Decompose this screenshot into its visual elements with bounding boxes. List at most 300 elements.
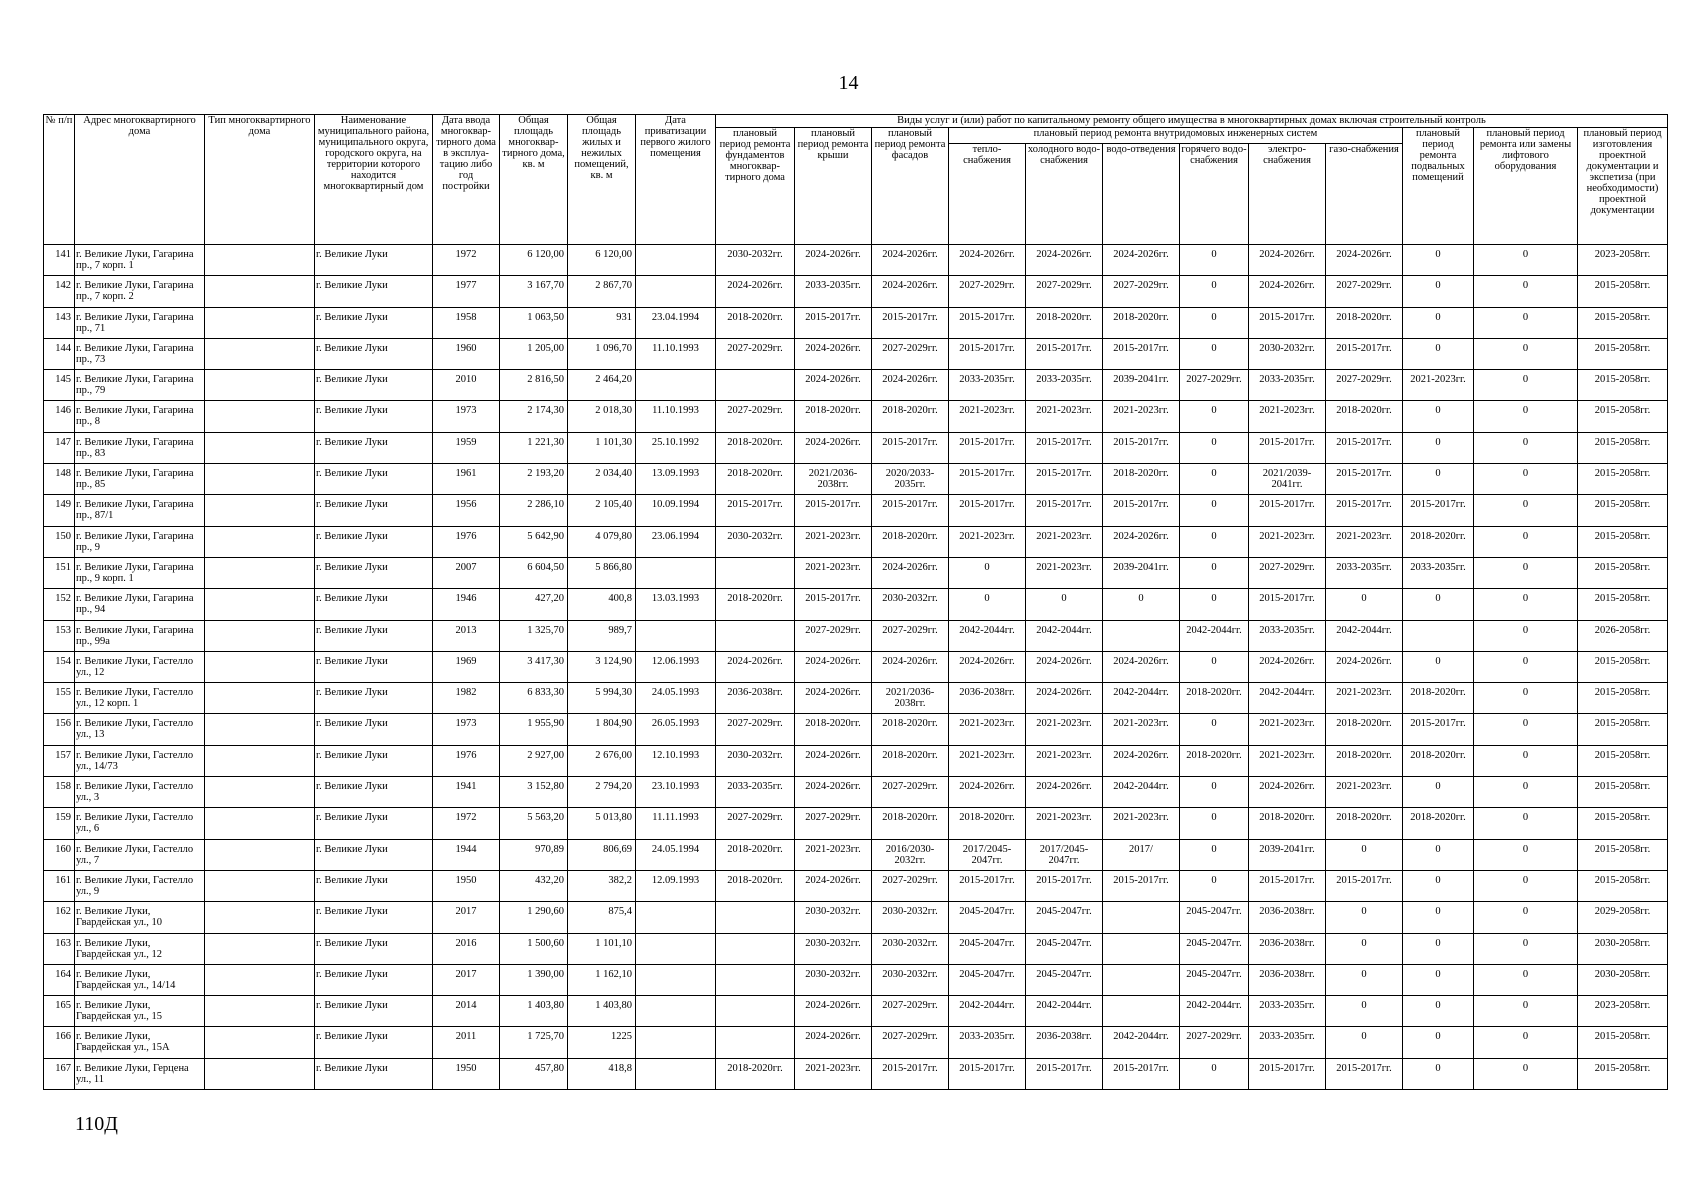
electricity-cell: 2030-2032гг. (1249, 338, 1326, 369)
electricity-cell: 2036-2038гг. (1249, 964, 1326, 995)
house-type-cell (205, 777, 315, 808)
header-elevator: плановый период ремонта или замены лифтового оборудования (1474, 128, 1578, 245)
basement-cell: 0 (1403, 902, 1474, 933)
cold-water-cell: 2021-2023гг. (1026, 401, 1103, 432)
header-design-docs: плановый период изготовления проектной документации и экспетиза (при необходимости) проектной документации (1578, 128, 1668, 245)
living-area-cell: 2 794,20 (568, 777, 636, 808)
house-type-cell (205, 933, 315, 964)
commission-year-cell: 1969 (433, 651, 500, 682)
design-docs-cell: 2023-2058гг. (1578, 245, 1668, 276)
gas-supply-cell: 2015-2017гг. (1326, 1058, 1403, 1089)
house-type-cell (205, 870, 315, 901)
privatization-date-cell (636, 370, 716, 401)
facade-cell: 2024-2026гг. (872, 245, 949, 276)
privatization-date-cell: 24.05.1994 (636, 839, 716, 870)
sewage-cell: 2021-2023гг. (1103, 714, 1180, 745)
basement-cell: 2018-2020гг. (1403, 808, 1474, 839)
sewage-cell (1103, 964, 1180, 995)
heat-supply-cell: 2015-2017гг. (949, 1058, 1026, 1089)
roof-cell: 2021-2023гг. (795, 839, 872, 870)
sewage-cell: 2024-2026гг. (1103, 745, 1180, 776)
total-area-cell: 3 167,70 (500, 276, 568, 307)
municipality-cell: г. Великие Луки (315, 276, 433, 307)
municipality-cell: г. Великие Луки (315, 996, 433, 1027)
gas-supply-cell: 2018-2020гг. (1326, 714, 1403, 745)
total-area-cell: 2 286,10 (500, 495, 568, 526)
facade-cell: 2020/2033-2035гг. (872, 464, 949, 495)
hot-water-cell: 0 (1180, 464, 1249, 495)
sewage-cell: 2024-2026гг. (1103, 245, 1180, 276)
privatization-date-cell (636, 933, 716, 964)
living-area-cell: 2 105,40 (568, 495, 636, 526)
foundation-cell (716, 370, 795, 401)
cold-water-cell: 2021-2023гг. (1026, 526, 1103, 557)
municipality-cell: г. Великие Луки (315, 589, 433, 620)
sewage-cell (1103, 996, 1180, 1027)
electricity-cell: 2021-2023гг. (1249, 745, 1326, 776)
facade-cell: 2015-2017гг. (872, 1058, 949, 1089)
total-area-cell: 457,80 (500, 1058, 568, 1089)
elevator-cell: 0 (1474, 683, 1578, 714)
house-type-cell (205, 808, 315, 839)
address-cell: г. Великие Луки, Гагарина пр., 85 (75, 464, 205, 495)
elevator-cell: 0 (1474, 964, 1578, 995)
elevator-cell: 0 (1474, 526, 1578, 557)
facade-cell: 2024-2026гг. (872, 276, 949, 307)
sewage-cell: 2015-2017гг. (1103, 338, 1180, 369)
facade-cell: 2030-2032гг. (872, 933, 949, 964)
elevator-cell: 0 (1474, 933, 1578, 964)
elevator-cell: 0 (1474, 495, 1578, 526)
living-area-cell: 1 096,70 (568, 338, 636, 369)
privatization-date-cell (636, 557, 716, 588)
header-heat: тепло-снабжения (949, 144, 1026, 245)
elevator-cell: 0 (1474, 338, 1578, 369)
row-number: 145 (44, 370, 75, 401)
gas-supply-cell: 2024-2026гг. (1326, 651, 1403, 682)
roof-cell: 2024-2026гг. (795, 338, 872, 369)
header-facade: плановый период ремонта фасадов (872, 128, 949, 245)
privatization-date-cell (636, 964, 716, 995)
row-number: 158 (44, 777, 75, 808)
design-docs-cell: 2015-2058гг. (1578, 338, 1668, 369)
row-number: 155 (44, 683, 75, 714)
total-area-cell: 3 152,80 (500, 777, 568, 808)
privatization-date-cell: 23.06.1994 (636, 526, 716, 557)
table-row (44, 464, 1668, 495)
row-number: 151 (44, 557, 75, 588)
municipality-cell: г. Великие Луки (315, 651, 433, 682)
table-row (44, 370, 1668, 401)
heat-supply-cell: 2033-2035гг. (949, 1027, 1026, 1058)
foundation-cell (716, 1027, 795, 1058)
gas-supply-cell: 2018-2020гг. (1326, 745, 1403, 776)
document-code: 110Д (75, 1113, 118, 1135)
roof-cell: 2021-2023гг. (795, 1058, 872, 1089)
house-type-cell (205, 401, 315, 432)
sewage-cell: 2018-2020гг. (1103, 307, 1180, 338)
electricity-cell: 2024-2026гг. (1249, 245, 1326, 276)
municipality-cell: г. Великие Луки (315, 1058, 433, 1089)
total-area-cell: 1 725,70 (500, 1027, 568, 1058)
cold-water-cell: 2045-2047гг. (1026, 964, 1103, 995)
total-area-cell: 1 403,80 (500, 996, 568, 1027)
basement-cell: 2015-2017гг. (1403, 714, 1474, 745)
elevator-cell: 0 (1474, 432, 1578, 463)
cold-water-cell: 2021-2023гг. (1026, 808, 1103, 839)
elevator-cell: 0 (1474, 464, 1578, 495)
elevator-cell: 0 (1474, 1027, 1578, 1058)
row-number: 153 (44, 620, 75, 651)
commission-year-cell: 2010 (433, 370, 500, 401)
house-type-cell (205, 307, 315, 338)
elevator-cell: 0 (1474, 777, 1578, 808)
gas-supply-cell: 2018-2020гг. (1326, 401, 1403, 432)
foundation-cell (716, 557, 795, 588)
living-area-cell: 1 162,10 (568, 964, 636, 995)
basement-cell: 0 (1403, 432, 1474, 463)
roof-cell: 2024-2026гг. (795, 870, 872, 901)
municipality-cell: г. Великие Луки (315, 620, 433, 651)
foundation-cell: 2018-2020гг. (716, 1058, 795, 1089)
cold-water-cell: 2045-2047гг. (1026, 902, 1103, 933)
hot-water-cell: 0 (1180, 338, 1249, 369)
design-docs-cell: 2015-2058гг. (1578, 745, 1668, 776)
total-area-cell: 5 563,20 (500, 808, 568, 839)
foundation-cell: 2018-2020гг. (716, 464, 795, 495)
cold-water-cell: 2033-2035гг. (1026, 370, 1103, 401)
table-row (44, 526, 1668, 557)
basement-cell: 2018-2020гг. (1403, 526, 1474, 557)
cold-water-cell: 2021-2023гг. (1026, 714, 1103, 745)
hot-water-cell: 0 (1180, 401, 1249, 432)
design-docs-cell: 2015-2058гг. (1578, 1027, 1668, 1058)
municipality-cell: г. Великие Луки (315, 464, 433, 495)
living-area-cell: 382,2 (568, 870, 636, 901)
design-docs-cell: 2015-2058гг. (1578, 432, 1668, 463)
total-area-cell: 432,20 (500, 870, 568, 901)
house-type-cell (205, 651, 315, 682)
living-area-cell: 5 013,80 (568, 808, 636, 839)
total-area-cell: 1 390,00 (500, 964, 568, 995)
gas-supply-cell: 2027-2029гг. (1326, 276, 1403, 307)
facade-cell: 2027-2029гг. (872, 620, 949, 651)
privatization-date-cell: 10.09.1994 (636, 495, 716, 526)
sewage-cell: 2018-2020гг. (1103, 464, 1180, 495)
sewage-cell (1103, 933, 1180, 964)
design-docs-cell: 2015-2058гг. (1578, 307, 1668, 338)
electricity-cell: 2024-2026гг. (1249, 651, 1326, 682)
municipality-cell: г. Великие Луки (315, 245, 433, 276)
privatization-date-cell (636, 276, 716, 307)
design-docs-cell: 2015-2058гг. (1578, 808, 1668, 839)
table-row (44, 276, 1668, 307)
electricity-cell: 2015-2017гг. (1249, 1058, 1326, 1089)
electricity-cell: 2018-2020гг. (1249, 808, 1326, 839)
municipality-cell: г. Великие Луки (315, 370, 433, 401)
basement-cell: 0 (1403, 933, 1474, 964)
basement-cell: 0 (1403, 651, 1474, 682)
gas-supply-cell: 0 (1326, 933, 1403, 964)
cold-water-cell: 2015-2017гг. (1026, 870, 1103, 901)
hot-water-cell: 2042-2044гг. (1180, 996, 1249, 1027)
header-privatization-date: Дата приватизации первого жилого помещения (636, 115, 716, 245)
heat-supply-cell: 2024-2026гг. (949, 651, 1026, 682)
gas-supply-cell: 0 (1326, 839, 1403, 870)
privatization-date-cell: 12.09.1993 (636, 870, 716, 901)
total-area-cell: 3 417,30 (500, 651, 568, 682)
address-cell: г. Великие Луки, Гагарина пр., 83 (75, 432, 205, 463)
heat-supply-cell: 2021-2023гг. (949, 526, 1026, 557)
living-area-cell: 875,4 (568, 902, 636, 933)
roof-cell: 2021/2036-2038гг. (795, 464, 872, 495)
foundation-cell (716, 964, 795, 995)
foundation-cell: 2027-2029гг. (716, 714, 795, 745)
roof-cell: 2024-2026гг. (795, 651, 872, 682)
address-cell: г. Великие Луки, Гагарина пр., 87/1 (75, 495, 205, 526)
privatization-date-cell (636, 902, 716, 933)
address-cell: г. Великие Луки, Гагарина пр., 94 (75, 589, 205, 620)
facade-cell: 2030-2032гг. (872, 902, 949, 933)
header-foundation: плановый период ремонта фундаментов многоквар-тирного дома (716, 128, 795, 245)
house-type-cell (205, 620, 315, 651)
facade-cell: 2016/2030-2032гг. (872, 839, 949, 870)
elevator-cell: 0 (1474, 307, 1578, 338)
total-area-cell: 2 927,00 (500, 745, 568, 776)
facade-cell: 2030-2032гг. (872, 964, 949, 995)
cold-water-cell: 2015-2017гг. (1026, 1058, 1103, 1089)
total-area-cell: 6 604,50 (500, 557, 568, 588)
commission-year-cell: 1960 (433, 338, 500, 369)
municipality-cell: г. Великие Луки (315, 777, 433, 808)
privatization-date-cell: 11.10.1993 (636, 401, 716, 432)
basement-cell: 0 (1403, 589, 1474, 620)
row-number: 156 (44, 714, 75, 745)
row-number: 148 (44, 464, 75, 495)
heat-supply-cell: 2015-2017гг. (949, 870, 1026, 901)
living-area-cell: 418,8 (568, 1058, 636, 1089)
basement-cell: 0 (1403, 964, 1474, 995)
cold-water-cell: 2015-2017гг. (1026, 432, 1103, 463)
address-cell: г. Великие Луки, Гвардейская ул., 10 (75, 902, 205, 933)
living-area-cell: 931 (568, 307, 636, 338)
basement-cell: 0 (1403, 839, 1474, 870)
heat-supply-cell: 2024-2026гг. (949, 777, 1026, 808)
basement-cell: 0 (1403, 307, 1474, 338)
hot-water-cell: 2042-2044гг. (1180, 620, 1249, 651)
sewage-cell: 2024-2026гг. (1103, 651, 1180, 682)
page-number: 14 (838, 72, 859, 94)
facade-cell: 2024-2026гг. (872, 370, 949, 401)
cold-water-cell: 2042-2044гг. (1026, 996, 1103, 1027)
table-row (44, 432, 1668, 463)
hot-water-cell: 0 (1180, 777, 1249, 808)
address-cell: г. Великие Луки, Гастелло ул., 3 (75, 777, 205, 808)
design-docs-cell: 2015-2058гг. (1578, 401, 1668, 432)
design-docs-cell: 2015-2058гг. (1578, 870, 1668, 901)
cold-water-cell: 2015-2017гг. (1026, 495, 1103, 526)
table-row (44, 996, 1668, 1027)
hot-water-cell: 2027-2029гг. (1180, 1027, 1249, 1058)
address-cell: г. Великие Луки, Гагарина пр., 99а (75, 620, 205, 651)
foundation-cell: 2033-2035гг. (716, 777, 795, 808)
facade-cell: 2027-2029гг. (872, 777, 949, 808)
living-area-cell: 2 464,20 (568, 370, 636, 401)
basement-cell: 2018-2020гг. (1403, 745, 1474, 776)
elevator-cell: 0 (1474, 245, 1578, 276)
capital-repair-table (43, 114, 1668, 1090)
roof-cell: 2015-2017гг. (795, 495, 872, 526)
total-area-cell: 1 063,50 (500, 307, 568, 338)
foundation-cell: 2036-2038гг. (716, 683, 795, 714)
row-number: 159 (44, 808, 75, 839)
living-area-cell: 806,69 (568, 839, 636, 870)
commission-year-cell: 1956 (433, 495, 500, 526)
privatization-date-cell: 12.06.1993 (636, 651, 716, 682)
house-type-cell (205, 839, 315, 870)
row-number: 146 (44, 401, 75, 432)
total-area-cell: 5 642,90 (500, 526, 568, 557)
design-docs-cell: 2030-2058гг. (1578, 964, 1668, 995)
commission-year-cell: 1946 (433, 589, 500, 620)
municipality-cell: г. Великие Луки (315, 526, 433, 557)
municipality-cell: г. Великие Луки (315, 432, 433, 463)
design-docs-cell: 2030-2058гг. (1578, 933, 1668, 964)
design-docs-cell: 2026-2058гг. (1578, 620, 1668, 651)
design-docs-cell: 2015-2058гг. (1578, 464, 1668, 495)
design-docs-cell: 2015-2058гг. (1578, 370, 1668, 401)
house-type-cell (205, 276, 315, 307)
elevator-cell: 0 (1474, 745, 1578, 776)
commission-year-cell: 2017 (433, 964, 500, 995)
address-cell: г. Великие Луки, Гагарина пр., 73 (75, 338, 205, 369)
sewage-cell: 2042-2044гг. (1103, 1027, 1180, 1058)
header-commission-date: Дата ввода многоквар-тирного дома в эксплуа-тацию либо год постройки (433, 115, 500, 245)
facade-cell: 2018-2020гг. (872, 401, 949, 432)
foundation-cell: 2015-2017гг. (716, 495, 795, 526)
total-area-cell: 427,20 (500, 589, 568, 620)
sewage-cell: 2039-2041гг. (1103, 557, 1180, 588)
electricity-cell: 2033-2035гг. (1249, 1027, 1326, 1058)
elevator-cell: 0 (1474, 401, 1578, 432)
living-area-cell: 400,8 (568, 589, 636, 620)
hot-water-cell: 0 (1180, 589, 1249, 620)
commission-year-cell: 1958 (433, 307, 500, 338)
heat-supply-cell: 2033-2035гг. (949, 370, 1026, 401)
sewage-cell: 2015-2017гг. (1103, 432, 1180, 463)
commission-year-cell: 1950 (433, 870, 500, 901)
hot-water-cell: 0 (1180, 495, 1249, 526)
cold-water-cell: 2042-2044гг. (1026, 620, 1103, 651)
address-cell: г. Великие Луки, Гагарина пр., 8 (75, 401, 205, 432)
house-type-cell (205, 996, 315, 1027)
address-cell: г. Великие Луки, Гастелло ул., 9 (75, 870, 205, 901)
gas-supply-cell: 2027-2029гг. (1326, 370, 1403, 401)
facade-cell: 2015-2017гг. (872, 307, 949, 338)
heat-supply-cell: 2021-2023гг. (949, 745, 1026, 776)
table-row (44, 714, 1668, 745)
privatization-date-cell: 11.10.1993 (636, 338, 716, 369)
table-row (44, 338, 1668, 369)
address-cell: г. Великие Луки, Гагарина пр., 71 (75, 307, 205, 338)
living-area-cell: 5 866,80 (568, 557, 636, 588)
table-header (44, 115, 1668, 245)
commission-year-cell: 1961 (433, 464, 500, 495)
total-area-cell: 970,89 (500, 839, 568, 870)
sewage-cell: 2024-2026гг. (1103, 526, 1180, 557)
foundation-cell (716, 933, 795, 964)
roof-cell: 2021-2023гг. (795, 526, 872, 557)
foundation-cell: 2030-2032гг. (716, 245, 795, 276)
living-area-cell: 4 079,80 (568, 526, 636, 557)
living-area-cell: 6 120,00 (568, 245, 636, 276)
roof-cell: 2027-2029гг. (795, 620, 872, 651)
gas-supply-cell: 0 (1326, 964, 1403, 995)
facade-cell: 2021/2036-2038гг. (872, 683, 949, 714)
total-area-cell: 2 816,50 (500, 370, 568, 401)
electricity-cell: 2015-2017гг. (1249, 307, 1326, 338)
cold-water-cell: 2015-2017гг. (1026, 464, 1103, 495)
facade-cell: 2027-2029гг. (872, 870, 949, 901)
table-row (44, 307, 1668, 338)
table-body (44, 245, 1668, 1090)
row-number: 164 (44, 964, 75, 995)
header-house-type: Тип многоквартирного дома (205, 115, 315, 245)
municipality-cell: г. Великие Луки (315, 1027, 433, 1058)
facade-cell: 2015-2017гг. (872, 432, 949, 463)
electricity-cell: 2027-2029гг. (1249, 557, 1326, 588)
header-living-area: Общая площадь жилых и нежилых помещений, кв. м (568, 115, 636, 245)
hot-water-cell: 2018-2020гг. (1180, 745, 1249, 776)
gas-supply-cell: 2024-2026гг. (1326, 245, 1403, 276)
hot-water-cell: 0 (1180, 714, 1249, 745)
electricity-cell: 2033-2035гг. (1249, 620, 1326, 651)
foundation-cell: 2024-2026гг. (716, 651, 795, 682)
total-area-cell: 1 205,00 (500, 338, 568, 369)
row-number: 141 (44, 245, 75, 276)
cold-water-cell: 2015-2017гг. (1026, 338, 1103, 369)
address-cell: г. Великие Луки, Гастелло ул., 14/73 (75, 745, 205, 776)
electricity-cell: 2015-2017гг. (1249, 432, 1326, 463)
municipality-cell: г. Великие Луки (315, 870, 433, 901)
design-docs-cell: 2015-2058гг. (1578, 839, 1668, 870)
privatization-date-cell: 12.10.1993 (636, 745, 716, 776)
commission-year-cell: 2007 (433, 557, 500, 588)
sewage-cell: 2015-2017гг. (1103, 870, 1180, 901)
facade-cell: 2027-2029гг. (872, 996, 949, 1027)
living-area-cell: 1225 (568, 1027, 636, 1058)
commission-year-cell: 1950 (433, 1058, 500, 1089)
privatization-date-cell: 25.10.1992 (636, 432, 716, 463)
design-docs-cell: 2015-2058гг. (1578, 683, 1668, 714)
sewage-cell: 2027-2029гг. (1103, 276, 1180, 307)
heat-supply-cell: 2024-2026гг. (949, 245, 1026, 276)
gas-supply-cell: 0 (1326, 902, 1403, 933)
living-area-cell: 2 676,00 (568, 745, 636, 776)
house-type-cell (205, 714, 315, 745)
privatization-date-cell (636, 245, 716, 276)
design-docs-cell: 2015-2058гг. (1578, 276, 1668, 307)
hot-water-cell: 2045-2047гг. (1180, 902, 1249, 933)
foundation-cell: 2018-2020гг. (716, 589, 795, 620)
basement-cell: 2018-2020гг. (1403, 683, 1474, 714)
sewage-cell: 2015-2017гг. (1103, 495, 1180, 526)
privatization-date-cell (636, 996, 716, 1027)
address-cell: г. Великие Луки, Гагарина пр., 7 корп. 2 (75, 276, 205, 307)
heat-supply-cell: 2042-2044гг. (949, 620, 1026, 651)
facade-cell: 2027-2029гг. (872, 338, 949, 369)
address-cell: г. Великие Луки, Гастелло ул., 7 (75, 839, 205, 870)
